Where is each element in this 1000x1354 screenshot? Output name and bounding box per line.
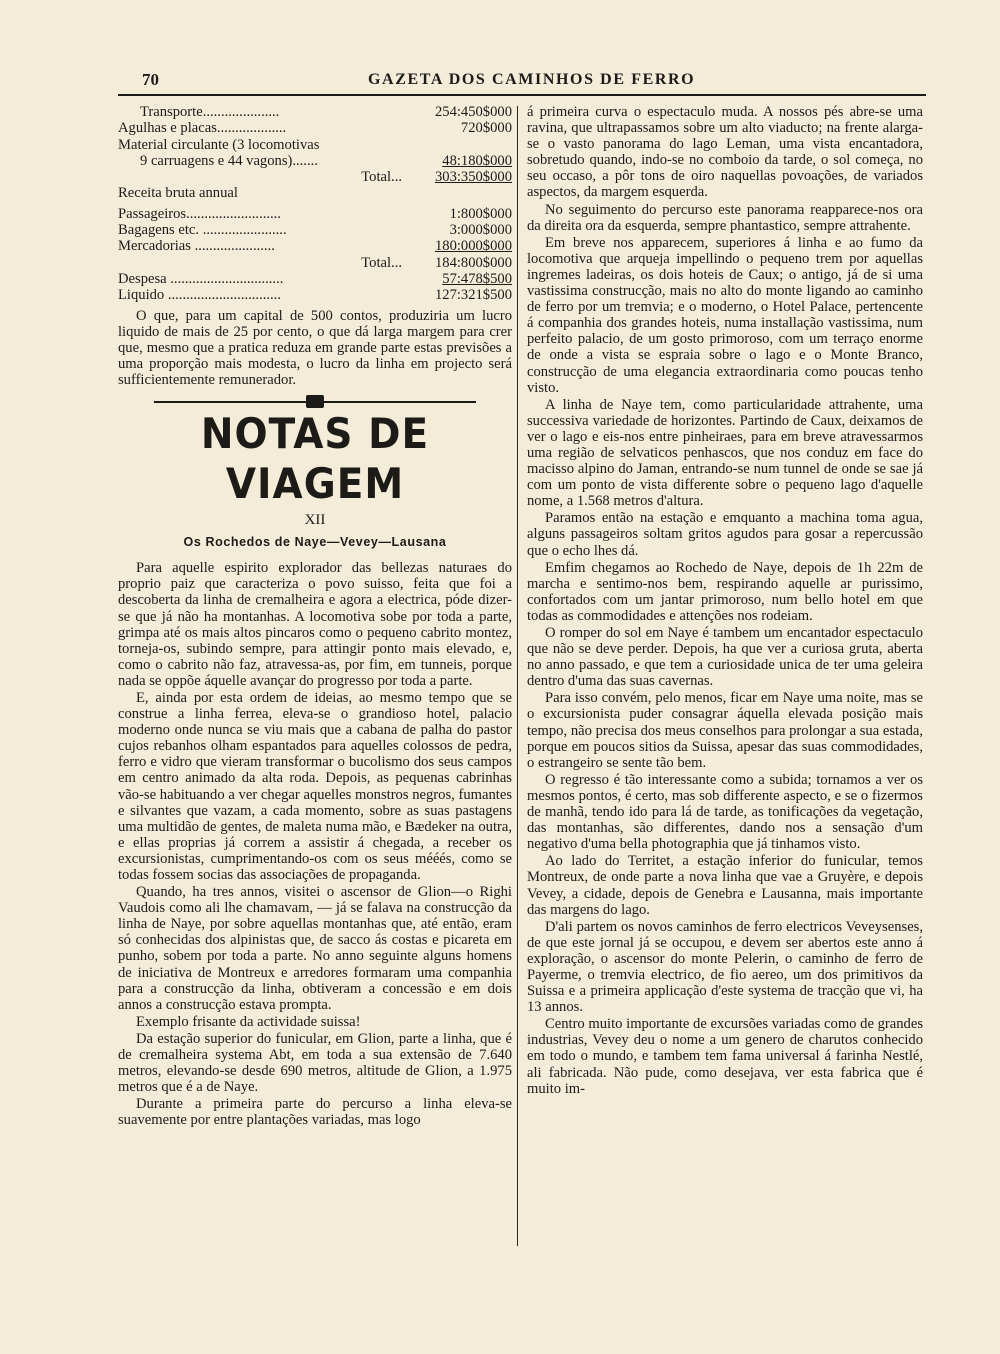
paragraph: E, ainda por esta ordem de ideias, ao mesmo tempo que se construe a linha ferrea, eleva-se o grandioso hotel, palacio moderno onde nunca se viu mais que a cabana de palha do pastor cujos rebanhos olham espantados para aquelles colossos de pedra, ferro e vidro que vieram transformar o bucolismo dos seus campos em centro animado da alta roda. Depois, as pequenas cabrinhas vão-se habituando a ver chegar aquelles monstros negros, fumantes e silvantes que vazam, a cada momento, sobre as suas pastagens uma multidão de gentes, de maleta numa mão, e Bædeker na outra, e ellas proprias já correm a assistir á chegada, a receber os excursionistas, cumprimentando-os com os seus mééés, como se todas fossem socias das associações de propaganda.: [118, 689, 512, 883]
ledger-row: [118, 255, 512, 271]
ledger-value: 3:000$000: [449, 222, 512, 239]
ledger-value: 127:321$500: [434, 287, 512, 304]
paragraph: Ao lado do Territet, a estação inferior do funicular, temos Montreux, de onde parte a nova linha que vae a Gruyère, e depois Vevey, a cidade, depois de Genebra e Lausanna, mais importante das margens do lago.: [527, 853, 923, 918]
section-subtitle: Os Rochedos de Naye—Vevey—Lausana: [183, 535, 447, 550]
ledger-label: Passageiros..........................: [118, 205, 281, 222]
ledger-label: Despesa ...............................: [118, 270, 284, 287]
paragraph: No seguimento do percurso este panorama reapparece-nos ora da direita ora da esquerda, sempre phantastico, sempre attrahente.: [527, 201, 923, 234]
ledger-label: Agulhas e placas...................: [118, 120, 287, 137]
page-header: [118, 68, 926, 96]
column-divider: [517, 106, 518, 1246]
cost-table: [118, 104, 512, 304]
paragraph: Quando, ha tres annos, visitei o ascensor de Glion—o Righi Vaudois como ali lhe chamavam, — já se falava na construcção da linha de Naye, por sobre aquellas montanhas que, até então, eram só conhecidas dos alpinistas que, de sacco ás costas e picareta em punho, sobem por toda a parte. No anno seguinte alguns homens de iniciativa de Montreux e arredores formaram uma companhia para a construcção da linha, obtiveram a concessão e em dois annos a construcção estava prompta.: [118, 884, 512, 1013]
paragraph: Da estação superior do funicular, em Glion, parte a linha, que é de cremalheira systema Abt, em toda a sua extensão de 7.640 metros, elevando-se desde 690 metros, altitude de Glion, a 1.975 metros que é a de Naye.: [118, 1030, 512, 1096]
ledger-value: 48:180$000: [442, 152, 512, 169]
ledger-row: [118, 271, 512, 287]
paragraph: O romper do sol em Naye é tambem um encantador espectaculo que não se deve perder. Depois, ha que ver a curiosa gruta, aberta no anno passado, e que tem a curiosidade unica de ter uma geleira dentro d'uma das suas cavernas.: [527, 625, 923, 690]
paragraph: D'ali partem os novos caminhos de ferro electricos Veveysenses, de que este jornal já se occupou, e devem ser abertos este anno á exploração, o ascensor do monte Pelerin, o caminho de ferro de Payerme, o tremvia electrico, de fio aereo, um dos primitivos da Suissa e a primeira applicação d'este systema de tracção que vi, ha 13 annos.: [527, 918, 923, 1016]
ledger-label: Material circulante (3 locomotivas: [118, 136, 320, 153]
paragraph: O regresso é tão interessante como a subida; tornamos a ver os mesmos pontos, é certo, mas sob differente aspecto, e se o fizermos de manhã, tendo ido para lá de tarde, as tonificações da vegetação, das montanhas, são differentes, dando nos a sensação d'um negativo d'uma bella photographia que já tinhamos visto.: [527, 771, 923, 853]
paragraph: Exemplo frisante da actividade suissa!: [136, 1013, 361, 1030]
ledger-value: 303:350$000: [434, 169, 512, 186]
ledger-label: Mercadorias ......................: [118, 238, 275, 255]
paragraph: O que, para um capital de 500 contos, produziria um lucro liquido de mais de 25 por cento, o que dá larga margem para crer que, mesmo que a pratica reduza em grande parte estas previsões a uma proporção mais modesta, o lucro da linha em projecto será sufficientemente remunerador.: [118, 307, 512, 388]
page-number: 70: [142, 70, 159, 89]
ledger-row: [118, 169, 512, 185]
ledger-row: [118, 287, 512, 303]
ledger-value: 57:478$500: [442, 270, 512, 287]
ledger-label: Liquido ...............................: [118, 287, 281, 304]
section-numeral: XII: [304, 512, 326, 529]
ledger-row: [118, 222, 512, 238]
right-column: [527, 104, 923, 1098]
ledger-row: [118, 153, 512, 169]
ledger-value: 254:450$000: [434, 104, 512, 120]
ledger-value: 180:000$000: [434, 238, 512, 255]
ledger-label: Bagagens etc. .......................: [118, 222, 287, 239]
ledger-value: 184:800$000: [434, 254, 512, 271]
left-column: [118, 104, 512, 1130]
paragraph: Durante a primeira parte do percurso a linha eleva-se suavemente por entre plantações variadas, mas logo: [118, 1096, 512, 1129]
paragraph: Centro muito importante de excursões variadas como de grandes industrias, Vevey deu o nome a um genero de charutos conhecido em todo o mundo, e tambem tem fama universal á farinha Nestlé, ali fabricada. Não pude, como desejava, ver esta fabrica que é muito im-: [527, 1016, 923, 1097]
ledger-row: [118, 238, 512, 254]
paragraph: á primeira curva o espectaculo muda. A nossos pés abre-se uma ravina, que ultrapassamos sobre um alto viaducto; na frente alarga-se o vasto panorama do lago Leman, uma vista encantadora, sobretudo quando, indo-se no comboio da tarde, o sol começa, no seu occaso, a pôr tons de oiro naquellas povoações, de variados aspectos, da margem esquerda.: [527, 104, 923, 201]
receita-heading: Receita bruta annual: [118, 185, 238, 202]
section-title: NOTAS DE VIAGEM: [200, 410, 430, 509]
ledger-label: Total...: [361, 254, 402, 271]
ledger-value: 720$000: [460, 120, 512, 137]
ledger-label: Total...: [361, 169, 402, 186]
ledger-label: Transporte.....................: [140, 104, 280, 120]
ledger-row: [118, 104, 512, 120]
publication-title: GAZETA DOS CAMINHOS DE FERRO: [368, 71, 696, 88]
paragraph: Paramos então na estação e emquanto a machina toma agua, alguns passageiros soltam gritos agudos para gosar a repercussão que o echo lhes dá.: [527, 510, 923, 559]
ledger-value: 1:800$000: [449, 205, 512, 222]
paragraph: Emfim chegamos ao Rochedo de Naye, depois de 1h 22m de marcha e sentimo-nos bem, respirando aquelle ar purissimo, confortados com um jantar primoroso, num bello hotel em que todas as commodidades e attenções nos rodeiam.: [527, 559, 923, 624]
ledger-row: [118, 206, 512, 222]
section-ornament: [118, 392, 512, 412]
paragraph: A linha de Naye tem, como particularidade attrahente, uma successiva variedade de horizontes. Partindo de Caux, deixamos de ver o lago e eis-nos entre pinheiraes, para em breve atravessarmos uma região de selvaticos penhascos, que nos conduz em face do macisso alpino do Jaman, entrando-se num tunnel de onde se sae já com um ponto de vista differente sobre o pequeno lago d'aquelle nome, a 1.568 metros d'altura.: [527, 396, 923, 510]
paragraph: Em breve nos apparecem, superiores á linha e ao fumo da locomotiva que arqueja impellindo o pequeno trem por aquellas ingremes ladeiras, os dois hoteis de Caux; o antigo, já de si uma vastissima construcção, mais no alto do monte ligando ao caminho de ferro por um tremvia; e o moderno, o Hotel Palace, pertencente á companhia dos grandes hoteis, numa installação vastissima, num perfeito palacio, de um gosto primoroso, com um terraço enorme de onde a vista se espraia sobre o lago e o Monte Branco, construcção de uma elegancia extraordinaria como poucas tenho visto.: [527, 234, 923, 396]
ledger-row: [118, 137, 512, 153]
paragraph: Para aquelle espirito explorador das bellezas naturaes do proprio paiz que caracteriza o povo suisso, feita que foi a descoberta da linha de cremalheira e agora a electrica, póde dizer-se que já não ha montanhas. A locomotiva sobe por toda a parte, grimpa até os mais altos pincaros como o pequeno cabrito montez, torneja-os, subindo sempre, para attingir ponto mais elevado, e, como o cabrito não faz, atravessa-as, por fim, em tunneis, porque nada se oppõe áquelle avançar do progresso por toda a parte.: [118, 560, 512, 689]
ledger-label: 9 carruagens e 44 vagons).......: [140, 152, 318, 169]
paragraph: Para isso convém, pelo menos, ficar em Naye uma noite, mas se o excursionista puder consagrar áquella elevada posição mais tempo, não precisa dos meus conselhos para prolongar a sua estada, porque em poucos sitios da Suissa, apesar das suas commodidades, o estrangeiro se sente tão bem.: [527, 690, 923, 771]
ledger-row: [118, 120, 512, 136]
